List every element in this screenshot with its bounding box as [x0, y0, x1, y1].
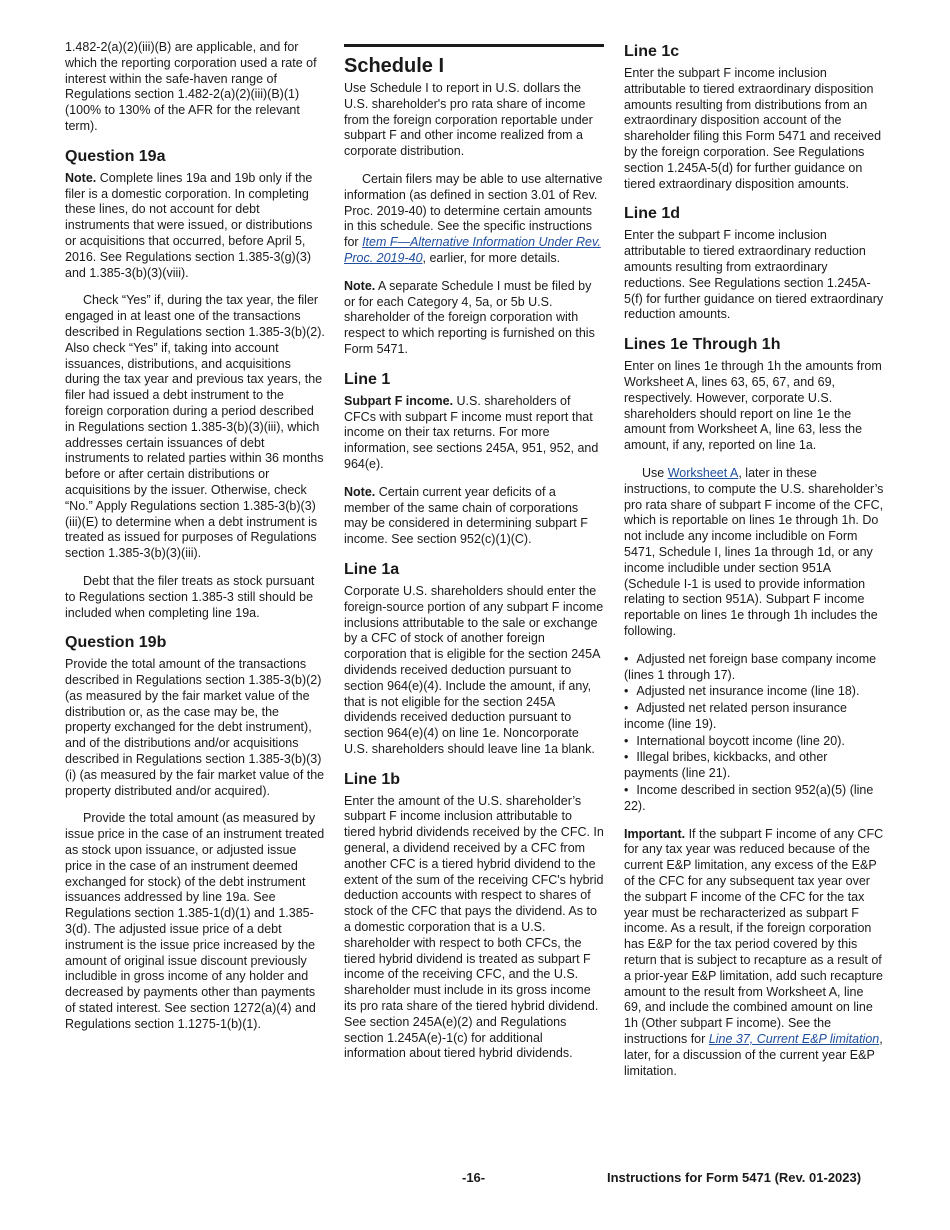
note-text: Complete lines 19a and 19b only if the filer is a domestic corporation. In completing these lines, do not account for debt instruments that were issued, or distributions or acquisitions that occurred, before April 5, 2016. See Regulations section 1.385-3(g)(3) and 1.385-3(b)(3)(viii).: [65, 170, 313, 280]
paragraph: Provide the total amount of the transactions described in Regulations section 1.385-3(b)(2) (as measured by the fair market value of the distribution or, as the case may be, the property exchanged for the debt instrument), and of the distributions and/or acquisitions described in Regulations section 1.385-3(b)(3)(i) (as measured by the fair market value of the property distributed and/or acquired).: [65, 657, 325, 798]
paragraph: Debt that the filer treats as stock pursuant to Regulations section 1.385-3 still should be included when completing line 19a.: [65, 573, 315, 620]
heading-schedule-i: Schedule I: [344, 44, 604, 79]
text-run: U.S. shareholders of CFCs with subpart F income must report that income on their tax returns. For more information, see sections 245A, 951, 952, and 964(e).: [344, 393, 599, 471]
page-number: -16-: [462, 1170, 486, 1185]
heading-question-19a: Question 19a: [65, 147, 166, 165]
column-right: [624, 40, 884, 1091]
bullet-list: [624, 652, 884, 815]
text-run: , later in these instructions, to compute the U.S. shareholder’s pro rata share of subpart F income of the CFC, which is reportable on lines 1e through 1h. Do not include any income includible on Form 5471, Schedule I, lines 1a through 1d, or any income includible under section 951A (Schedule I-1 is used to provide information relating to section 951A). Subpart F income reportable on lines 1e through 1h includes the following.: [624, 465, 884, 638]
heading-line-1d: Line 1d: [624, 205, 681, 223]
note-paragraph: [344, 279, 604, 358]
run-in-label: Subpart F income.: [344, 393, 454, 408]
heading-line-1b: Line 1b: [344, 770, 401, 788]
important-paragraph: [624, 827, 884, 1080]
list-item: • Adjusted net foreign base company income (lines 1 through 17).: [624, 652, 884, 684]
heading-lines-1e-through-1h: Lines 1e Through 1h: [624, 336, 781, 354]
note-text: Certain current year deficits of a member of the same chain of corporations may be considered in determining subpart F income. See section 952(c)(1)(C).: [344, 484, 588, 547]
paragraph: Enter on lines 1e through 1h the amounts from Worksheet A, lines 63, 65, 67, and 69, respectively. However, corporate U.S. shareholders should report on line 1e the amount from Worksheet A, line 63, less the amount, if any, reported on line 1a.: [624, 359, 882, 453]
heading-line-1a: Line 1a: [344, 560, 400, 578]
note-label: Note.: [344, 278, 376, 293]
paragraph: [344, 394, 604, 473]
note-text: A separate Schedule I must be filed by or for each Category 4, 5a, or 5b U.S. shareholder of the foreign corporation with respect to which reporting is furnished on this Form 5471.: [344, 278, 595, 356]
paragraph: Enter the amount of the U.S. shareholder’s subpart F income inclusion attributable to tiered hybrid dividends received by the CFC. In general, a dividend received by a CFC from another CFC is a tiered hybrid dividend to the extent of the sum of the receiving CFC's hybrid deduction accounts with respect to shares of stock of the CFC that pays the dividend. As to a domestic corporation that is a U.S. shareholder with respect to both CFCs, the tiered hybrid dividend is treated as subpart F income of the receiving CFC, and the U.S. shareholder must include in its gross income its pro rata share of the tiered hybrid dividend. See section 245A(e)(2) and Regulations section 1.245A(e)-1(c) for additional information about tiered hybrid dividends.: [344, 793, 604, 1061]
paragraph: 1.482-2(a)(2)(iii)(B) are applicable, and for which the reporting corporation used a rate of interest within the safe-haven range of Regulations section 1.482-2(a)(2)(iii)(B)(1) (100% to 130% of the AFR for the relevant term).: [65, 40, 317, 133]
heading-line-1: Line 1: [344, 370, 391, 388]
note-paragraph: [65, 171, 325, 282]
paragraph: Check “Yes” if, during the tax year, the filer engaged in at least one of the transactions described in Regulations section 1.385-3(b)(2). Also check “Yes” if, taking into account issuances, distributions, and acquisitions during the tax year and previous tax years, the filer had issued a debt instrument to the foreign corporation during a period described in Regulations section 1.385-3(b)(3)(iii), which addresses certain issuances of debt instruments to related parties within 36 months before or after certain distributions or acquisitions by the issuer. Otherwise, check “No.” Apply Regulations section 1.385-3(b)(3)(iii)(E) to determine when a debt instrument is treated as issued for purposes of Regulations section 1.385-3(b)(3)(iii).: [65, 293, 325, 561]
note-label: Note.: [65, 170, 97, 185]
list-item: • International boycott income (line 20).: [624, 734, 884, 750]
important-label: Important.: [624, 826, 686, 841]
note-label: Note.: [344, 484, 376, 499]
line-37-link[interactable]: Line 37, Current E&P limitation: [708, 1032, 880, 1047]
paragraph: Corporate U.S. shareholders should enter the foreign-source portion of any subpart F income inclusions attributable to the sale or exchange by a CFC of stock of another foreign corporation that is eligible for the section 245A dividends received deduction pursuant to section 964(e)(4). Include the amount, if any, that is not eligible for the section 245A dividends received deduction pursuant to section 964(e)(4) on line 1e. Noncorporate U.S. shareholders should leave line 1a blank.: [344, 583, 604, 756]
paragraph: Use Schedule I to report in U.S. dollars the U.S. shareholder's pro rata share of income from the foreign corporation reportable under subpart F and other income realized from a corporate distribution.: [344, 81, 593, 159]
paragraph: [624, 466, 884, 640]
note-paragraph: [344, 485, 604, 548]
paragraph: Enter the subpart F income inclusion attributable to tiered extraordinary reduction amounts resulting from extraordinary reductions. See Regulations section 1.245A-5(f) for further guidance on tiered extraordinary reduction amounts.: [624, 228, 884, 322]
paragraph: [344, 172, 604, 267]
text-run: , earlier, for more details.: [422, 250, 561, 265]
worksheet-a-link[interactable]: Worksheet A: [667, 465, 739, 480]
text-run: If the subpart F income of any CFC for any tax year was reduced because of the current E&P limitation, any excess of the E&P of the CFC for any subsequent tax year over the subpart F income of the CFC for the tax year must be recharacterized as subpart F income. As a result, if the foreign corporation has E&P for the tax period covered by this return that is subject to recapture as a result of a prior-year E&P limitation, add such recapture amount to the result from Worksheet A, line 69, and include the combined amount on line 1h (Other subpart F income). See the instructions for: [624, 826, 884, 1047]
text-run: , later, for a discussion of the current year E&P limitation.: [624, 1032, 883, 1078]
text-run: Certain filers may be able to use alternative information (as defined in section 3.01 of Rev. Proc. 2019-40) to determine certain amounts in this schedule. See the specific instructions for: [344, 171, 603, 250]
list-item: • Illegal bribes, kickbacks, and other payments (line 21).: [624, 750, 884, 782]
list-item: • Adjusted net insurance income (line 18).: [624, 684, 884, 700]
column-middle: [344, 44, 604, 1074]
text-run: Use: [642, 465, 668, 480]
heading-line-1c: Line 1c: [624, 43, 680, 60]
column-left: [65, 40, 325, 1045]
paragraph: Provide the total amount (as measured by issue price in the case of an instrument treated as stock upon issuance, or adjusted issue price in the case of an instrument deemed exchanged for stock) of the debt instrument issuances addressed by line 19a. See Regulations section 1.385-1(d)(1) and 1.385-3(d). The adjusted issue price of a debt instrument is the issue price increased by the amount of original issue discount previously includible in gross income of any holder and decreased by payments other than payments of stated interest. See section 1272(a)(4) and Regulations section 1.1275-1(b)(1).: [65, 811, 325, 1031]
paragraph: Enter the subpart F income inclusion attributable to tiered extraordinary disposition amounts resulting from distributions from an extraordinary disposition account of the shareholder filing this Form 5471 and received by the foreign corporation. See Regulations section 1.245A-5(d) for further guidance on tiered extraordinary disposition amounts.: [624, 66, 882, 191]
footer-title: Instructions for Form 5471 (Rev. 01-2023): [607, 1170, 862, 1185]
list-item: • Income described in section 952(a)(5) (line 22).: [624, 783, 884, 815]
item-f-link[interactable]: Item F—Alternative Information Under Rev. Proc. 2019-40: [344, 235, 601, 265]
list-item: • Adjusted net related person insurance income (line 19).: [624, 701, 884, 733]
heading-question-19b: Question 19b: [65, 634, 167, 652]
